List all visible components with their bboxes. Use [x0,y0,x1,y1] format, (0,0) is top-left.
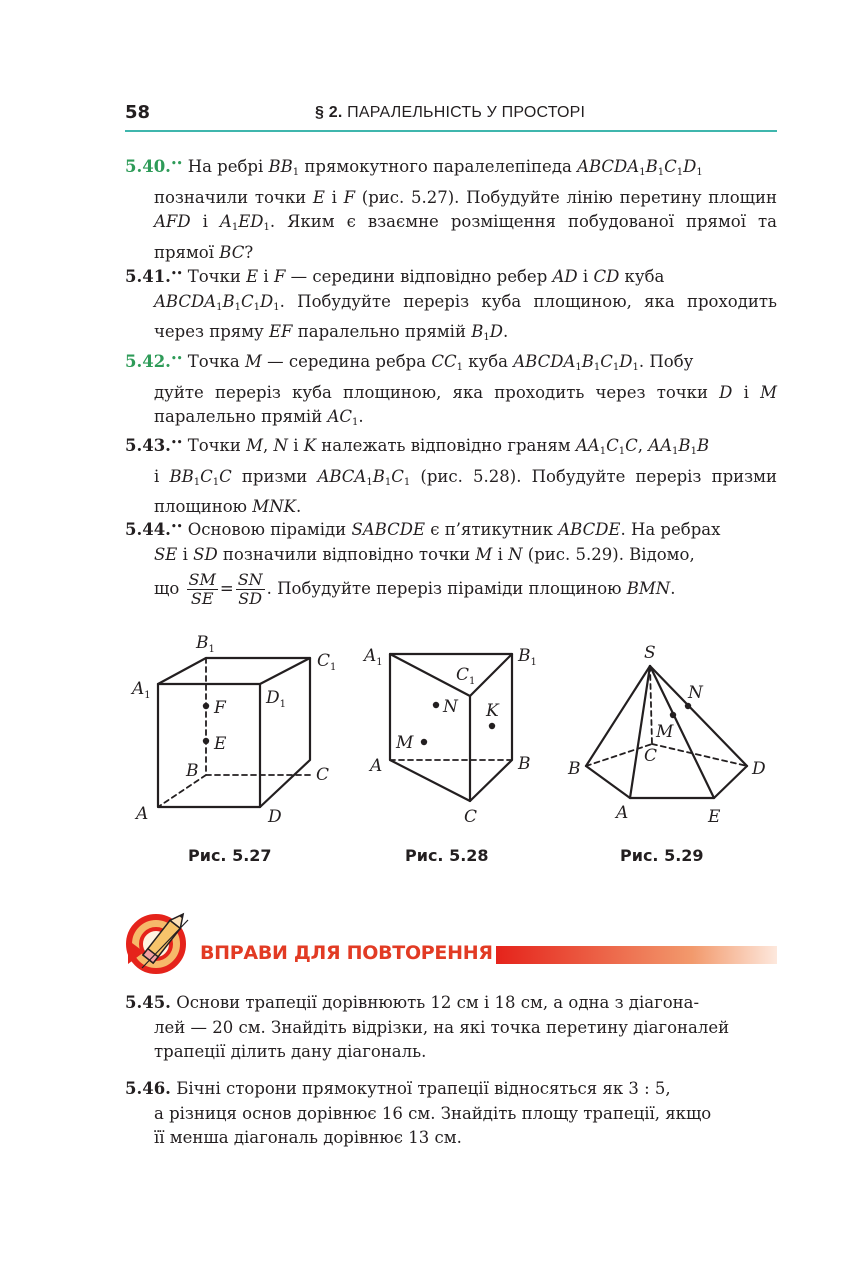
point-m [421,739,427,745]
svg-text:C: C [644,746,658,766]
problem-number: 5.46. [125,1079,171,1098]
problem-text: Точка M — середина ребра $CC_1$ куба $ABCDA_1B_1C_1D_1$. Побу дуйте переріз куба площиною, яка проходить через точки D і M паралельно прямій $AC_1$. [154,352,777,428]
svg-text:A: A [136,804,149,824]
problem-text-line2: лей — 20 см. Знайдіть відрізки, на які точка перетину діагоналей [154,1017,730,1037]
svg-text:F: F [214,698,226,718]
figure-caption-5-27: Рис. 5.27 [188,846,272,865]
pencil-target-icon [122,902,202,982]
banner-gradient-bar [496,946,777,964]
section-title: ПАРАЛЕЛЬНІСТЬ У ПРОСТОРІ [347,104,586,121]
figures-svg [120,630,780,840]
svg-text:D: D [752,759,766,779]
problem-text-line3: трапеції ділить дану діагональ. [154,1042,427,1061]
problem-5-43 [125,431,777,520]
figure-caption-5-28: Рис. 5.28 [405,846,489,865]
point-m-pyramid [670,712,676,718]
problem-5-41 [125,262,777,351]
point-e [203,738,209,744]
problem-number: 5.42.•• [125,352,183,371]
problem-text-line1: Основи трапеції дорівнюють 12 см і 18 см, а одна з діагона- [176,993,700,1012]
problem-5-45 [125,991,777,1065]
review-banner [122,902,777,982]
header-rule [125,130,777,132]
svg-text:A1: $A_1$ [364,646,383,668]
svg-text:D1: $D_1$ [266,688,287,710]
fraction-sm-se: $\frac{SM}{SE}$ [188,570,216,608]
svg-text:B1: $B_1$ [518,646,537,668]
point-k [489,723,495,729]
svg-text:C1: $C_1$ [456,665,476,687]
figure-caption-5-29: Рис. 5.29 [620,846,704,865]
svg-text:A: A [370,756,383,776]
svg-text:K: K [486,701,499,721]
problem-number: 5.40.•• [125,157,183,176]
problem-number: 5.45. [125,993,171,1012]
page-number: 58 [125,102,151,123]
problem-number: 5.41.•• [125,267,183,286]
svg-text:C1: $C_1$ [317,651,337,673]
svg-text:B: B [568,759,581,779]
section-heading [315,104,585,122]
problem-5-46 [125,1077,777,1151]
svg-text:B: B [518,754,531,774]
point-n [433,702,439,708]
figures-row [120,630,780,880]
problem-number: 5.43.•• [125,436,183,455]
problem-text-line1: Бічні сторони прямокутної трапеції відносяться як 3 : 5, [176,1079,671,1098]
problem-text: Точки M, N і K належать відповідно граням $AA_1C_1C$, $AA_1B_1B$ і $BB_1C_1C$ призми $ABCA_1B_1C_1$ (рис. 5.28). Побудуйте переріз призми площиною MNK. [154,436,777,516]
svg-text:S: S [644,643,656,663]
svg-text:M: M [656,722,674,742]
svg-text:M: M [396,733,414,753]
svg-text:D: D [268,807,282,827]
review-section-title: ВПРАВИ ДЛЯ ПОВТОРЕННЯ [200,942,493,964]
figure-5-27-cube [158,658,310,807]
section-mark: § 2. [315,104,343,121]
page-header [125,96,777,130]
problem-text: Основою піраміди SABCDE є п’ятикутник ABCDE. На ребрах SE і SD позначили відповідно точки M і N (рис. 5.29). Відомо, що $\frac{SM}{SE}$ = $\frac{SN}{SD}$ . Побудуйте переріз піраміди площиною BMN. [154,520,721,608]
problem-text-line3: її менша діагональ дорівнює 13 см. [154,1128,462,1147]
svg-text:B: B [186,761,199,781]
svg-text:C: C [316,765,330,785]
svg-text:A: A [616,803,629,823]
svg-text:E: E [214,734,227,754]
problem-text: На ребрі $BB_1$ прямокутного паралелепіпеда $ABCDA_1B_1C_1D_1$ позначили точки E і F (рис. 5.27). Побудуйте лінію перетину площин AFD і $A_1ED_1$. Яким є взаємне розміщення побудованої прямої та прямої BC? [154,157,777,262]
svg-text:C: C [464,807,478,827]
fraction-sn-sd: $\frac{SN}{SD}$ [237,570,263,608]
problem-text-line2: а різниця основ дорівнює 16 см. Знайдіть площу трапеції, якщо [154,1103,712,1123]
svg-text:B1: $B_1$ [196,633,215,655]
problem-5-42 [125,347,777,436]
point-n-pyramid [685,703,691,709]
problem-text: Точки E і F — середини відповідно ребер AD і CD куба $ABCDA_1B_1C_1D_1$. Побудуйте переріз куба площиною, яка проходить через пряму EF паралельно прямій $B_1D$. [154,267,777,343]
svg-text:N: N [688,683,703,703]
problem-5-44 [125,515,777,608]
svg-text:E: E [708,807,721,827]
svg-text:N: N [443,697,458,717]
svg-text:A1: $A_1$ [132,679,151,701]
point-f [203,703,209,709]
problem-number: 5.44.•• [125,520,183,539]
problem-5-40 [125,152,777,265]
